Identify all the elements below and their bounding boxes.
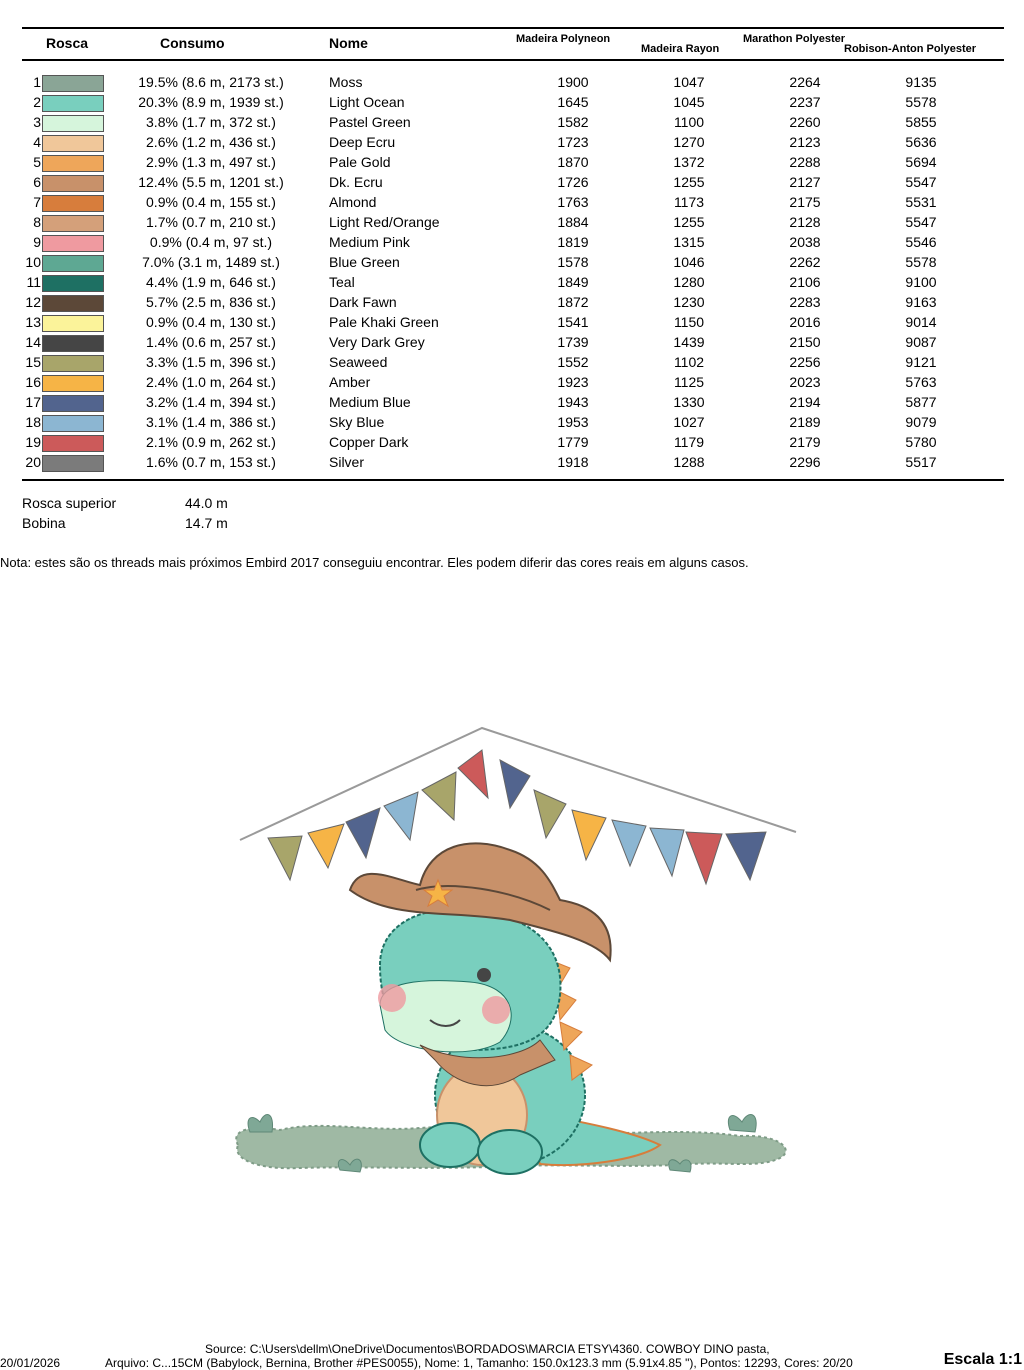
marathon-code: 2106: [789, 274, 821, 290]
footer-source: Source: C:\Users\dellm\OneDrive\Documentos\BORDADOS\MARCIA ETSY\4360. COWBOY DINO pasta,: [205, 1342, 770, 1356]
thread-name: Light Ocean: [329, 94, 405, 110]
thread-number: 16: [25, 374, 41, 390]
robison-anton-code: 5517: [905, 454, 937, 470]
embroidery-design-preview: [220, 720, 810, 1200]
marathon-code: 2179: [789, 434, 821, 450]
thread-color-swatch: [42, 95, 104, 112]
table-row: [0, 132, 1024, 152]
marathon-code: 2237: [789, 94, 821, 110]
thread-note: Nota: estes são os threads mais próximos Embird 2017 conseguiu encontrar. Eles podem diferir das cores reais em alguns casos.: [0, 555, 749, 570]
robison-anton-code: 5763: [905, 374, 937, 390]
thread-name: Very Dark Grey: [329, 334, 425, 350]
header-marathon: Marathon Polyester: [743, 33, 846, 45]
madeira-rayon-code: 1255: [673, 214, 705, 230]
thread-name: Medium Pink: [329, 234, 410, 250]
madeira-polyneon-code: 1723: [557, 134, 589, 150]
thread-color-swatch: [42, 115, 104, 132]
madeira-rayon-code: 1270: [673, 134, 705, 150]
marathon-code: 2127: [789, 174, 821, 190]
bobina-value: 14.7 m: [185, 515, 228, 531]
thread-color-swatch: [42, 315, 104, 332]
table-row: [0, 352, 1024, 372]
thread-number: 5: [33, 154, 41, 170]
madeira-rayon-code: 1288: [673, 454, 705, 470]
rosca-superior-label: Rosca superior: [22, 495, 117, 511]
marathon-code: 2016: [789, 314, 821, 330]
table-row: [0, 372, 1024, 392]
thread-number: 10: [25, 254, 41, 270]
madeira-polyneon-code: 1872: [557, 294, 589, 310]
madeira-rayon-code: 1315: [673, 234, 705, 250]
thread-name: Dk. Ecru: [329, 174, 383, 190]
thread-name: Moss: [329, 74, 363, 90]
madeira-polyneon-code: 1884: [557, 214, 589, 230]
madeira-polyneon-code: 1541: [557, 314, 589, 330]
madeira-rayon-code: 1027: [673, 414, 705, 430]
table-row: [0, 392, 1024, 412]
thread-consumption: 3.1% (1.4 m, 386 st.): [146, 414, 276, 430]
madeira-rayon-code: 1179: [673, 434, 705, 450]
madeira-polyneon-code: 1779: [557, 434, 589, 450]
madeira-rayon-code: 1255: [673, 174, 705, 190]
thread-number: 14: [25, 334, 41, 350]
marathon-code: 2128: [789, 214, 821, 230]
madeira-rayon-code: 1150: [673, 314, 705, 330]
robison-anton-code: 5877: [905, 394, 937, 410]
thread-consumption: 20.3% (8.9 m, 1939 st.): [138, 94, 284, 110]
thread-consumption: 0.9% (0.4 m, 130 st.): [146, 314, 276, 330]
table-top-rule: [22, 27, 1004, 29]
madeira-polyneon-code: 1819: [557, 234, 589, 250]
footer-scale: Escala 1:1: [943, 1351, 1022, 1368]
table-row: [0, 172, 1024, 192]
madeira-polyneon-code: 1582: [557, 114, 589, 130]
madeira-rayon-code: 1047: [673, 74, 705, 90]
robison-anton-code: 9100: [905, 274, 937, 290]
marathon-code: 2283: [789, 294, 821, 310]
thread-name: Pastel Green: [329, 114, 411, 130]
madeira-polyneon-code: 1739: [557, 334, 589, 350]
thread-number: 20: [25, 454, 41, 470]
thread-number: 7: [33, 194, 41, 210]
robison-anton-code: 5547: [905, 174, 937, 190]
madeira-rayon-code: 1046: [673, 254, 705, 270]
madeira-polyneon-code: 1923: [557, 374, 589, 390]
robison-anton-code: 5780: [905, 434, 937, 450]
table-row: [0, 432, 1024, 452]
dino-cheek-left: [378, 984, 406, 1012]
thread-consumption: 1.7% (0.7 m, 210 st.): [146, 214, 276, 230]
thread-number: 15: [25, 354, 41, 370]
madeira-rayon-code: 1102: [673, 354, 705, 370]
table-row: [0, 292, 1024, 312]
table-row: [0, 192, 1024, 212]
thread-number: 11: [26, 274, 41, 290]
robison-anton-code: 5855: [905, 114, 937, 130]
dino-eye: [477, 968, 491, 982]
madeira-rayon-code: 1330: [673, 394, 705, 410]
table-row: [0, 212, 1024, 232]
marathon-code: 2189: [789, 414, 821, 430]
thread-color-swatch: [42, 395, 104, 412]
dino-cheek-right: [482, 996, 510, 1024]
table-row: [0, 152, 1024, 172]
table-row: [0, 312, 1024, 332]
thread-consumption: 0.9% (0.4 m, 155 st.): [146, 194, 276, 210]
marathon-code: 2038: [789, 234, 821, 250]
table-row: [0, 452, 1024, 472]
madeira-rayon-code: 1045: [673, 94, 705, 110]
madeira-polyneon-code: 1849: [557, 274, 589, 290]
marathon-code: 2288: [789, 154, 821, 170]
madeira-polyneon-code: 1900: [557, 74, 589, 90]
robison-anton-code: 5547: [905, 214, 937, 230]
madeira-rayon-code: 1125: [673, 374, 705, 390]
thread-consumption: 3.2% (1.4 m, 394 st.): [146, 394, 276, 410]
thread-color-swatch: [42, 435, 104, 452]
thread-name: Teal: [329, 274, 355, 290]
header-madeira-rayon: Madeira Rayon: [641, 43, 720, 55]
thread-name: Pale Gold: [329, 154, 391, 170]
table-row: [0, 332, 1024, 352]
madeira-rayon-code: 1280: [673, 274, 705, 290]
madeira-rayon-code: 1100: [673, 114, 705, 130]
madeira-polyneon-code: 1763: [557, 194, 589, 210]
marathon-code: 2175: [789, 194, 821, 210]
thread-consumption: 4.4% (1.9 m, 646 st.): [146, 274, 276, 290]
madeira-rayon-code: 1230: [673, 294, 705, 310]
table-row: [0, 92, 1024, 112]
thread-number: 8: [33, 214, 41, 230]
thread-number: 9: [33, 234, 41, 250]
madeira-polyneon-code: 1870: [557, 154, 589, 170]
thread-consumption: 3.8% (1.7 m, 372 st.): [146, 114, 276, 130]
madeira-rayon-code: 1439: [673, 334, 705, 350]
thread-name: Seaweed: [329, 354, 388, 370]
robison-anton-code: 9135: [905, 74, 937, 90]
header-rosca: Rosca: [46, 35, 89, 51]
thread-number: 2: [33, 94, 41, 110]
thread-name: Medium Blue: [329, 394, 411, 410]
madeira-polyneon-code: 1552: [557, 354, 589, 370]
rosca-superior-value: 44.0 m: [185, 495, 228, 511]
thread-color-swatch: [42, 235, 104, 252]
robison-anton-code: 5578: [905, 254, 937, 270]
thread-number: 17: [25, 394, 41, 410]
table-row: [0, 232, 1024, 252]
thread-name: Amber: [329, 374, 371, 390]
robison-anton-code: 9079: [905, 414, 937, 430]
madeira-polyneon-code: 1726: [557, 174, 589, 190]
thread-name: Copper Dark: [329, 434, 409, 450]
marathon-code: 2023: [789, 374, 821, 390]
thread-consumption: 2.6% (1.2 m, 436 st.): [146, 134, 276, 150]
thread-color-swatch: [42, 295, 104, 312]
madeira-rayon-code: 1173: [673, 194, 705, 210]
robison-anton-code: 5531: [905, 194, 937, 210]
thread-number: 1: [33, 74, 41, 90]
thread-consumption: 5.7% (2.5 m, 836 st.): [146, 294, 276, 310]
marathon-code: 2256: [789, 354, 821, 370]
table-row: [0, 412, 1024, 432]
marathon-code: 2194: [789, 394, 821, 410]
thread-name: Pale Khaki Green: [329, 314, 439, 330]
thread-number: 3: [33, 114, 41, 130]
marathon-code: 2296: [789, 454, 821, 470]
thread-name: Almond: [329, 194, 377, 210]
madeira-polyneon-code: 1943: [557, 394, 589, 410]
thread-color-swatch: [42, 335, 104, 352]
thread-consumption: 1.4% (0.6 m, 257 st.): [146, 334, 276, 350]
madeira-polyneon-code: 1578: [557, 254, 589, 270]
thread-color-swatch: [42, 255, 104, 272]
thread-number: 19: [25, 434, 41, 450]
thread-name: Silver: [329, 454, 365, 470]
thread-consumption: 7.0% (3.1 m, 1489 st.): [142, 254, 280, 270]
thread-color-swatch: [42, 175, 104, 192]
robison-anton-code: 9121: [905, 354, 937, 370]
madeira-rayon-code: 1372: [673, 154, 705, 170]
madeira-polyneon-code: 1918: [557, 454, 589, 470]
thread-consumption: 0.9% (0.4 m, 97 st.): [149, 234, 273, 250]
thread-number: 12: [25, 294, 41, 310]
thread-name: Blue Green: [329, 254, 400, 270]
thread-number: 13: [25, 314, 41, 330]
thread-consumption: 2.9% (1.3 m, 497 st.): [146, 154, 276, 170]
bobina-label: Bobina: [22, 515, 66, 531]
marathon-code: 2264: [789, 74, 821, 90]
marathon-code: 2123: [789, 134, 821, 150]
thread-consumption: 1.6% (0.7 m, 153 st.): [146, 454, 276, 470]
robison-anton-code: 5546: [905, 234, 937, 250]
header-madeira-polyneon: Madeira Polyneon: [516, 33, 611, 45]
marathon-code: 2260: [789, 114, 821, 130]
robison-anton-code: 5694: [905, 154, 937, 170]
thread-number: 18: [25, 414, 41, 430]
thread-consumption: 2.4% (1.0 m, 264 st.): [146, 374, 276, 390]
marathon-code: 2150: [789, 334, 821, 350]
footer-arquivo: Arquivo: C...15CM (Babylock, Bernina, Brother #PES0055), Nome: 1, Tamanho: 150.0x123.3 mm (5.91x4.85 "), Pontos: 12293, Cores: 20/20: [105, 1356, 853, 1370]
table-row: [0, 72, 1024, 92]
thread-number: 6: [33, 174, 41, 190]
thread-name: Dark Fawn: [329, 294, 397, 310]
thread-color-swatch: [42, 215, 104, 232]
thread-consumption: 2.1% (0.9 m, 262 st.): [146, 434, 276, 450]
header-robison: Robison-Anton Polyester: [844, 43, 977, 55]
table-row: [0, 112, 1024, 132]
thread-color-swatch: [42, 455, 104, 472]
table-row: [0, 252, 1024, 272]
madeira-polyneon-code: 1645: [557, 94, 589, 110]
thread-name: Light Red/Orange: [329, 214, 440, 230]
footer-date: 20/01/2026: [0, 1356, 61, 1370]
header-consumo: Consumo: [160, 35, 225, 51]
thread-consumption: 19.5% (8.6 m, 2173 st.): [138, 74, 284, 90]
robison-anton-code: 5636: [905, 134, 937, 150]
thread-color-swatch: [42, 195, 104, 212]
dino-foot-right: [478, 1130, 542, 1174]
thread-color-swatch: [42, 135, 104, 152]
dino-foot-left: [420, 1123, 480, 1167]
robison-anton-code: 9087: [905, 334, 937, 350]
robison-anton-code: 9014: [905, 314, 937, 330]
thread-name: Deep Ecru: [329, 134, 396, 150]
thread-consumption: 12.4% (5.5 m, 1201 st.): [138, 174, 284, 190]
madeira-polyneon-code: 1953: [557, 414, 589, 430]
header-nome: Nome: [329, 35, 368, 51]
thread-consumption: 3.3% (1.5 m, 396 st.): [146, 354, 276, 370]
thread-color-swatch: [42, 415, 104, 432]
thread-name: Sky Blue: [329, 414, 385, 430]
thread-color-swatch: [42, 375, 104, 392]
thread-color-swatch: [42, 355, 104, 372]
thread-number: 4: [33, 134, 41, 150]
table-bottom-rule: [22, 479, 1004, 481]
robison-anton-code: 9163: [905, 294, 937, 310]
robison-anton-code: 5578: [905, 94, 937, 110]
thread-color-swatch: [42, 275, 104, 292]
thread-color-swatch: [42, 75, 104, 92]
thread-color-swatch: [42, 155, 104, 172]
table-row: [0, 272, 1024, 292]
table-header-rule: [22, 59, 1004, 61]
marathon-code: 2262: [789, 254, 821, 270]
